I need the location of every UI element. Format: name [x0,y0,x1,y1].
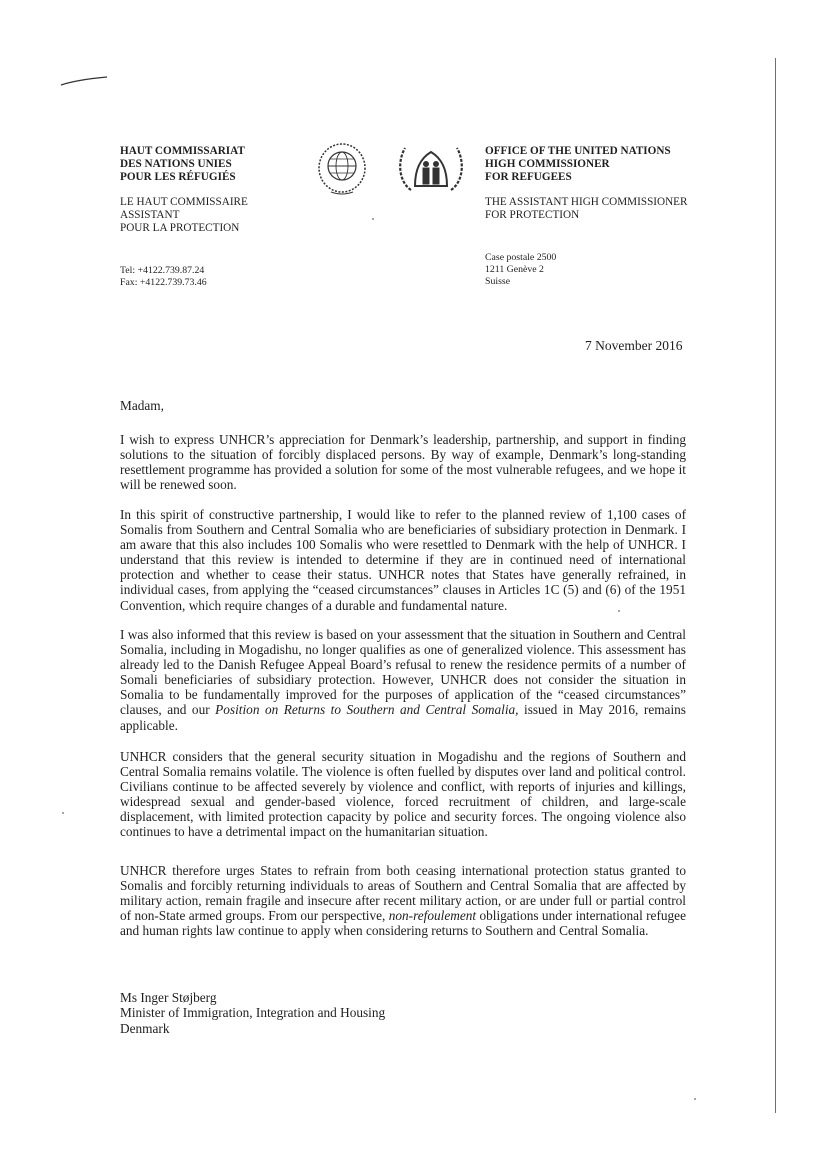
position-title: Position on Returns to Southern and Central Somalia, [215,702,519,718]
salutation: Madam, [120,398,164,413]
letterhead-contact [120,265,207,289]
letterhead-address [485,252,556,288]
address-line: 1211 Genève 2 [485,264,544,275]
phone-number: Tel: +4122.739.87.24 [120,265,205,276]
scan-speck [62,812,64,814]
pen-stroke-mark [60,76,108,86]
fax-number: Fax: +4122.739.73.46 [120,277,207,288]
letterhead-line: THE ASSISTANT HIGH COMMISSIONER [485,196,688,208]
paragraph-review: In this spirit of constructive partnership, I would like to refer to the planned review of 1,100 cases of Somalis from Southern and Central Somalia who are beneficiaries of subsidiary protection in Denmark. I am aware that this also includes 100 Somalis who were resettled to Denmark with the help of UNHCR. I understand that this review is intended to determine if they are in continued need of international protection and whether to cease their status. UNHCR notes that States have generally refrained, in individual cases, from applying the “ceased circumstances” clauses in Articles 1C (5) and (6) of the 1951 Convention, which require changes of a durable and fundamental nature. [120,507,686,613]
paragraph-security: UNHCR considers that the general security situation in Mogadishu and the regions of Southern and Central Somalia remains volatile. The violence is often fuelled by disputes over land and political control. Civilians continue to be affected severely by violence and conflict, with reports of injuries and killings, widespread sexual and gender-based violence, forced recruitment of children, and large-scale displacement, with limited protection capacity by police and security forces. The ongoing violence also continues to have a detrimental impact on the humanitarian situation. [120,749,686,840]
paragraph-text: UNHCR therefore urges States to refrain from both ceasing international protection status granted to Somalis and forcibly returning individuals to areas of Southern and Central Somalia that are affected by military action, remain fragile and insecure after recent military action, or are under full or partial control of non-State armed groups. From our perspective, [120,863,686,924]
letterhead-line: FOR PROTECTION [485,208,580,221]
letterhead-line: DES NATIONS UNIES [120,157,232,170]
non-refoulement-term: non-refoulement [388,908,477,924]
letterhead-left-title [120,196,248,234]
paragraph-text: issued in May 2016, remains applicable. [120,702,686,733]
letterhead-line: HIGH COMMISSIONER [485,157,610,170]
letterhead-line: HAUT COMMISSARIAT [120,145,245,157]
paragraph-urges [120,863,686,938]
letterhead-line: ASSISTANT [120,208,180,221]
letterhead-line: POUR LA PROTECTION [120,221,240,234]
address-line: Case postale 2500 [485,252,557,263]
letter-date: 7 November 2016 [585,338,683,353]
addressee-block [120,990,385,1036]
paragraph-assessment [120,627,686,733]
letterhead-left-org [120,145,245,183]
un-emblem-icon [319,144,365,194]
letterhead-right-org [485,145,671,183]
address-line: Suisse [485,276,511,287]
letterhead-line: FOR REFUGEES [485,170,572,183]
addressee-name: Ms Inger Støjberg [120,990,217,1005]
un-unhcr-emblem [315,142,463,196]
letterhead-line: POUR LES RÉFUGIÉS [120,170,236,183]
paragraph-text: obligations under international refugee and human rights law continue to apply when considering returns to Southern and Central Somalia. [120,908,686,939]
addressee-title: Minister of Immigration, Integration and Housing [120,1005,386,1021]
scan-speck [694,1098,696,1100]
scan-speck [372,218,374,220]
paragraph-appreciation: I wish to express UNHCR’s appreciation for Denmark’s leadership, partnership, and support in finding solutions to the situation of forcibly displaced persons. By way of example, Denmark’s long-standing resettlement programme has provided a solution for some of the most vulnerable refugees, and we hope it will be renewed soon. [120,432,686,493]
letterhead-right-title [485,196,687,222]
letterhead-line: LE HAUT COMMISSAIRE [120,196,248,208]
page-edge-line [775,58,776,1113]
addressee-country: Denmark [120,1020,170,1036]
letterhead-line: OFFICE OF THE UNITED NATIONS [485,145,671,157]
unhcr-emblem-icon [400,148,462,190]
paragraph-text: I was also informed that this review is based on your assessment that the situation in Southern and Central Somalia, including in Mogadishu, no longer qualifies as one of generalized violence. This assessment has already led to the Danish Refugee Appeal Board’s refusal to renew the residence permits of a number of Somali beneficiaries of subsidiary protection. However, UNHCR does not consider the situation in Somalia to be fundamentally improved for the purposes of application of the “ceased circumstances” clauses, and our [120,627,686,718]
